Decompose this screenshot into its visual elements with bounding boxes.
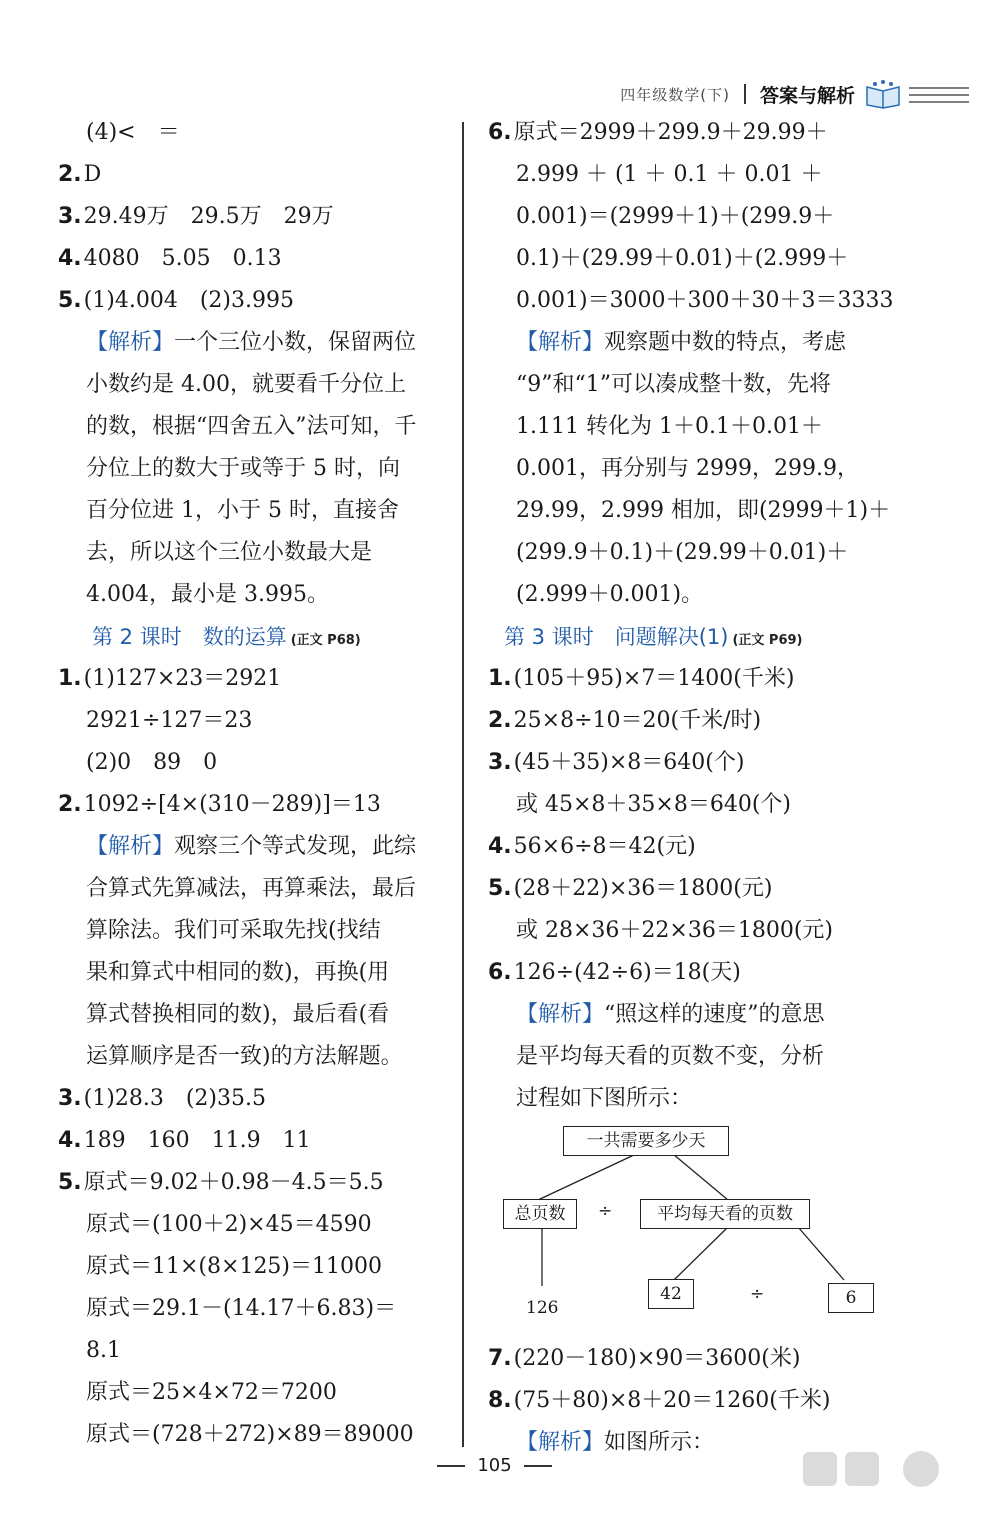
- answer-line: [488, 490, 890, 532]
- answer-line: [58, 952, 460, 994]
- answer-line: [488, 994, 890, 1036]
- question-number: 3.: [58, 204, 82, 229]
- question-number: 1.: [58, 666, 82, 691]
- answer-line: [58, 784, 460, 826]
- answer-text: 一个三位小数，保留两位: [174, 330, 417, 355]
- answer-text: 如图所示：: [604, 1430, 715, 1455]
- answer-text: 原式＝2999＋299.9＋29.99＋: [513, 120, 828, 145]
- diagram-box-pages-per-day: 平均每天看的页数: [640, 1199, 810, 1229]
- answer-text: 去，所以这个三位小数最大是: [86, 540, 373, 565]
- question-number: 5.: [488, 876, 512, 901]
- answer-text: (105＋95)×7＝1400(千米): [513, 666, 795, 691]
- running-header: [620, 74, 969, 114]
- diagram-box-total-days: 一共需要多少天: [563, 1126, 729, 1156]
- answer-text: (1)4.004 (2)3.995: [83, 288, 294, 313]
- answer-line: [488, 1036, 890, 1078]
- header-decoration-lines: [909, 84, 969, 104]
- question-number: 1.: [488, 666, 512, 691]
- answer-text: 或 45×8＋35×8＝640(个): [516, 792, 792, 817]
- answer-text: 4080 5.05 0.13: [83, 246, 282, 271]
- answer-text: 原式＝29.1－(14.17＋6.83)＝: [86, 1296, 397, 1321]
- question-number: 6.: [488, 960, 512, 985]
- answer-line: [58, 868, 460, 910]
- answer-line: [58, 280, 460, 322]
- answer-text: D: [83, 162, 102, 187]
- answer-text: 或 28×36＋22×36＝1800(元): [516, 918, 833, 943]
- analysis-tag: 【解析】: [516, 330, 605, 355]
- answer-line: [488, 112, 890, 154]
- answer-text: (299.9＋0.1)＋(29.99＋0.01)＋: [516, 540, 849, 565]
- answer-text: 25×8÷10＝20(千米/时): [513, 708, 762, 733]
- right-column: [488, 112, 894, 1464]
- diagram-divide-sign: ÷: [598, 1201, 613, 1221]
- answer-text: 百分位进 1，小于 5 时，直接舍: [86, 498, 399, 523]
- answer-line: [58, 490, 460, 532]
- answer-line: [58, 1414, 460, 1456]
- answer-text: 0.001)＝(2999＋1)＋(299.9＋: [516, 204, 835, 229]
- answer-line: [488, 952, 890, 994]
- answer-line: [58, 1246, 460, 1288]
- textbook-page-ref: (正文 P69): [732, 633, 803, 648]
- answer-text: 126÷(42÷6)＝18(天): [513, 960, 741, 985]
- answer-text: (1)127×23＝2921: [83, 666, 282, 691]
- answer-text: 189 160 11.9 11: [83, 1128, 311, 1153]
- textbook-page-ref: (正文 P68): [290, 633, 361, 648]
- answer-text: 0.001，再分别与 2999，299.9，: [516, 456, 859, 481]
- answer-text: (45＋35)×8＝640(个): [513, 750, 745, 775]
- question-number: 2.: [58, 162, 82, 187]
- left-column: [58, 112, 460, 1456]
- answer-text: 的数，根据“四舍五入”法可知，千: [86, 414, 417, 439]
- answer-line: [58, 1288, 460, 1330]
- answer-line: [58, 700, 460, 742]
- answer-line: [58, 1330, 460, 1372]
- lesson-heading: [58, 616, 460, 658]
- answer-line: [488, 406, 890, 448]
- book-subject: 四年级数学(下): [620, 85, 730, 104]
- answer-line: [58, 1162, 460, 1204]
- question-number: 5.: [58, 1170, 82, 1195]
- answer-text: 运算顺序是否一致)的方法解题。: [86, 1044, 403, 1069]
- answer-text: 原式＝11×(8×125)＝11000: [86, 1254, 383, 1279]
- question-number: 2.: [58, 792, 82, 817]
- answer-text: 分位上的数大于或等于 5 时，向: [86, 456, 400, 481]
- page-number-dash-right: [524, 1465, 552, 1467]
- page-number-dash-left: [437, 1465, 465, 1467]
- diagram-box-42: 42: [648, 1279, 694, 1309]
- lesson-heading: [488, 616, 890, 658]
- answer-text: 8.1: [86, 1338, 121, 1363]
- answer-text: (2)0 89 0: [86, 750, 218, 775]
- watermark-logo: [797, 1446, 977, 1526]
- answer-text: 算式替换相同的数)，最后看(看: [86, 1002, 390, 1027]
- answer-line: [58, 1078, 460, 1120]
- question-number: 4.: [58, 1128, 82, 1153]
- question-number: 8.: [488, 1388, 512, 1413]
- answer-text: (1)28.3 (2)35.5: [83, 1086, 266, 1111]
- answer-line: [488, 364, 890, 406]
- answer-text: 是平均每天看的页数不变，分析: [516, 1044, 825, 1069]
- answer-text: 合算式先算减法，再算乘法，最后: [86, 876, 417, 901]
- answer-text: (4)< ＝: [86, 120, 180, 145]
- answer-line: [488, 1338, 890, 1380]
- answer-line: [58, 826, 460, 868]
- answer-line: [488, 154, 890, 196]
- diagram-divide-sign-2: ÷: [750, 1284, 765, 1304]
- answer-line: [58, 910, 460, 952]
- answer-line: [58, 1204, 460, 1246]
- answer-line: [58, 196, 460, 238]
- answer-line: [488, 658, 890, 700]
- answer-line: [488, 868, 890, 910]
- question-number: 7.: [488, 1346, 512, 1371]
- answer-text: 过程如下图所示：: [516, 1086, 693, 1111]
- answer-line: [488, 1380, 890, 1422]
- lesson-title: 第 2 课时 数的运算: [92, 625, 287, 649]
- answer-text: (75＋80)×8＋20＝1260(千米): [513, 1388, 831, 1413]
- answer-text: (220－180)×90＝3600(米): [513, 1346, 801, 1371]
- answer-line: [488, 448, 890, 490]
- column-divider: [462, 122, 464, 1447]
- answer-line: [58, 574, 460, 616]
- answer-line: [58, 742, 460, 784]
- answer-text: 原式＝(728＋272)×89＝89000: [86, 1422, 414, 1447]
- answer-line: [58, 154, 460, 196]
- answer-text: 1.111 转化为 1＋0.1＋0.01＋: [516, 414, 823, 439]
- question-number: 2.: [488, 708, 512, 733]
- answer-line: [488, 238, 890, 280]
- lesson-title: 第 3 课时 问题解决(1): [504, 625, 729, 649]
- answer-line: [58, 658, 460, 700]
- answer-line: [58, 532, 460, 574]
- answer-line: [488, 322, 890, 364]
- answer-line: [488, 532, 890, 574]
- answer-text: 0.1)＋(29.99＋0.01)＋(2.999＋: [516, 246, 849, 271]
- header-divider: [744, 84, 746, 104]
- answer-line: [488, 700, 890, 742]
- diagram-box-6: 6: [828, 1283, 874, 1313]
- answer-text: 观察三个等式发现，此综: [174, 834, 417, 859]
- answer-line: [58, 364, 460, 406]
- answer-text: 2921÷127＝23: [86, 708, 253, 733]
- answer-line: [58, 238, 460, 280]
- question-number: 6.: [488, 120, 512, 145]
- answer-line: [488, 1078, 890, 1120]
- answer-text: 观察题中数的特点，考虑: [604, 330, 847, 355]
- answer-line: [488, 280, 894, 322]
- answer-text: 0.001)＝3000＋300＋30＋3＝3333: [516, 288, 894, 313]
- answer-text: 原式＝(100＋2)×45＝4590: [86, 1212, 372, 1237]
- answer-text: 小数约是 4.00，就要看千分位上: [86, 372, 406, 397]
- answer-text: 原式＝25×4×72＝7200: [86, 1380, 337, 1405]
- answer-line: [58, 994, 460, 1036]
- answer-text: (28＋22)×36＝1800(元): [513, 876, 773, 901]
- diagram-box-total-pages: 总页数: [503, 1199, 577, 1229]
- open-book-icon: [863, 79, 903, 109]
- answer-line: [58, 448, 460, 490]
- answer-line: [488, 784, 890, 826]
- analysis-tag: 【解析】: [86, 834, 175, 859]
- answer-text: 2.999 ＋ (1 ＋ 0.1 ＋ 0.01 ＋: [516, 162, 823, 187]
- question-number: 4.: [488, 834, 512, 859]
- answer-text: 4.004，最小是 3.995。: [86, 582, 329, 607]
- answer-line: [58, 322, 460, 364]
- answer-line: [488, 910, 890, 952]
- answer-text: 56×6÷8＝42(元): [513, 834, 696, 859]
- answer-line: [58, 406, 460, 448]
- analysis-tag: 【解析】: [86, 330, 175, 355]
- section-title: 答案与解析: [759, 84, 855, 107]
- answer-text: 29.99，2.999 相加，即(2999＋1)＋: [516, 498, 891, 523]
- analysis-tag: 【解析】: [516, 1002, 605, 1027]
- analysis-tag: 【解析】: [516, 1430, 605, 1455]
- answer-line: [58, 1120, 460, 1162]
- analysis-diagram: [488, 1120, 890, 1338]
- question-number: 4.: [58, 246, 82, 271]
- answer-line: [488, 826, 890, 868]
- answer-text: 果和算式中相同的数)，再换(用: [86, 960, 390, 985]
- answer-line: [488, 196, 890, 238]
- question-number: 3.: [58, 1086, 82, 1111]
- answer-text: 1092÷[4×(310－289)]＝13: [83, 792, 381, 817]
- question-number: 3.: [488, 750, 512, 775]
- answer-text: 29.49万 29.5万 29万: [83, 204, 334, 229]
- answer-text: “照这样的速度”的意思: [604, 1002, 825, 1027]
- diagram-value-126: 126: [526, 1298, 559, 1318]
- answer-line: [488, 742, 890, 784]
- page-number-text: 105: [477, 1455, 512, 1476]
- question-number: 5.: [58, 288, 82, 313]
- right-column-top: [488, 112, 894, 1120]
- answer-text: 算除法。我们可采取先找(找结: [86, 918, 381, 943]
- answer-line: [58, 112, 460, 154]
- answer-line: [58, 1372, 460, 1414]
- answer-line: [488, 574, 890, 616]
- answer-text: “9”和“1”可以凑成整十数，先将: [516, 372, 831, 397]
- answer-line: [58, 1036, 460, 1078]
- answer-text: 原式＝9.02＋0.98－4.5＝5.5: [83, 1170, 384, 1195]
- answer-text: (2.999＋0.001)。: [516, 582, 704, 607]
